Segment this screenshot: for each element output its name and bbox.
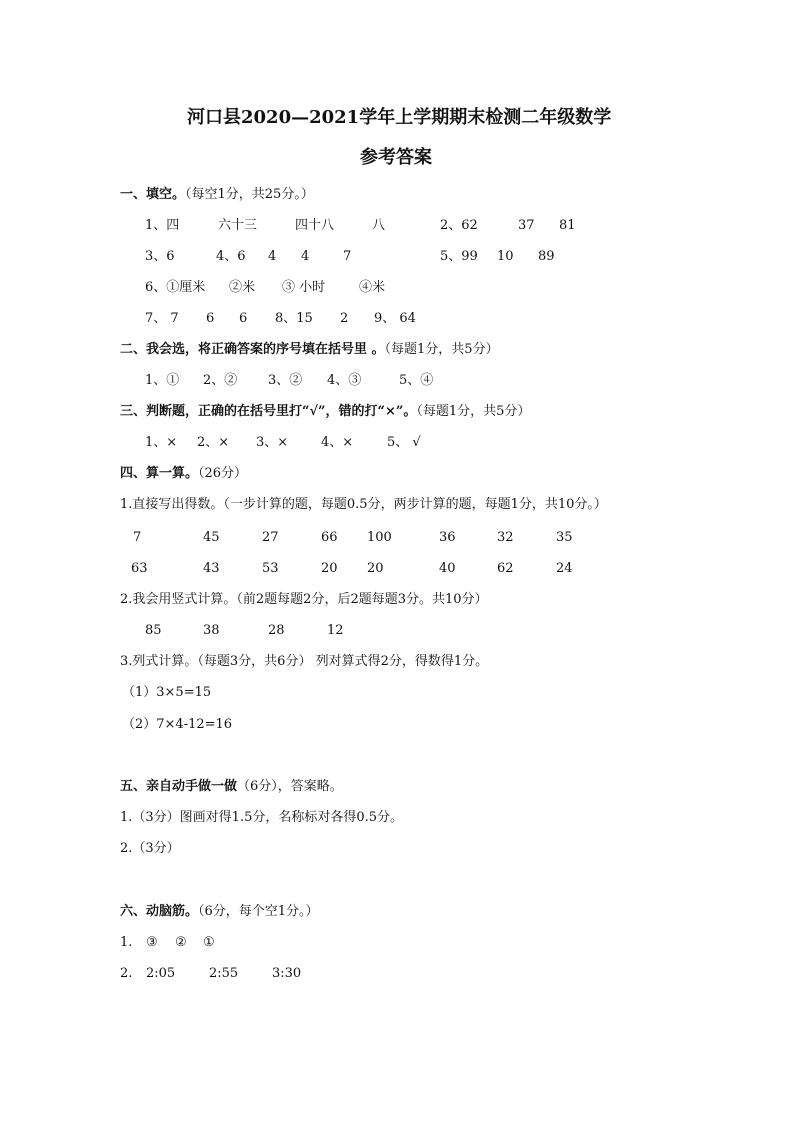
answer: 2:05 [146,966,176,981]
answer: 3、× [256,435,289,450]
answer: 3、② [268,373,303,388]
section-1-heading [120,187,314,203]
s4-part3: 3.列式计算。（每题3分，共6分） 列对算式得2分，得数得1分。 [120,654,489,669]
answer: 100 [367,530,392,545]
label: 2. [120,966,133,981]
answer: 9、 64 [374,311,416,326]
note: （每题1分，共5分） [416,404,531,419]
equation-2: （2）7×4-12=16 [122,717,233,732]
answer: ② [175,935,187,950]
answer: ③ 小时 [282,280,326,295]
answer: 66 [321,530,338,545]
section-4-heading [120,466,247,482]
answer: 45 [203,530,220,545]
answer: 1、① [145,373,180,388]
answer: 四十八 [295,218,335,233]
doc-subtitle: 参考答案 [360,147,432,168]
answer: 89 [538,249,555,264]
s5-part1: 1.（3分）图画对得1.5分，名称标对各得0.5分。 [120,810,404,825]
answer: 10 [497,249,514,264]
answer: ③ [146,935,158,950]
answer: 2、× [197,435,230,450]
answer: 53 [262,561,279,576]
label: 1. [120,935,133,950]
answer: 37 [518,218,535,233]
answer: 1、四 [145,218,180,233]
answer: 4 [301,249,310,264]
answer: ① [203,935,215,950]
answer: 7、 7 [145,311,179,326]
answer: 8、15 [275,311,313,326]
answer: ④米 [359,280,386,295]
answer: 43 [203,561,220,576]
answer: 32 [497,530,514,545]
answer: 3、6 [145,249,175,264]
answer: 20 [321,561,338,576]
answer: 3:30 [272,966,302,981]
answer: 36 [439,530,456,545]
section-6-heading [120,904,319,920]
answer: 38 [203,623,220,638]
answer: 4、③ [327,373,362,388]
answer: 4、× [321,435,354,450]
s5-part2: 2.（3分） [120,841,180,856]
answer: 28 [268,623,285,638]
note: （6分，每个空1分。） [198,904,319,919]
answer: 4 [268,249,277,264]
answer: 81 [559,218,576,233]
answer: 4、6 [216,249,246,264]
doc-title: 河口县2020—2021学年上学期期末检测二年级数学 [187,107,612,128]
section-3-heading [120,404,530,420]
answer: 5、④ [399,373,434,388]
note: （每题1分，共5分） [384,342,499,357]
answer: ②米 [229,280,256,295]
answer: 1、× [145,435,178,450]
section-2-heading [120,342,499,358]
section-5-heading [120,779,343,795]
note: （26分） [198,466,248,481]
answer: 62 [497,561,514,576]
answer: 6 [239,311,248,326]
heading: 四、算一算。 [120,466,199,481]
answer: 24 [556,561,573,576]
answer: 7 [133,530,142,545]
answer: 35 [556,530,573,545]
answer: 5、 √ [387,435,421,450]
s4-part1: 1.直接写出得数。（一步计算的题，每题0.5分，两步计算的题，每题1分，共10分。） [120,497,607,512]
answer: 2、62 [440,218,478,233]
answer: 2 [340,311,349,326]
heading: 二、我会选，将正确答案的序号填在括号里 。 [120,342,385,357]
answer: 6、①厘米 [145,280,206,295]
answer: 20 [367,561,384,576]
answer: 2、② [203,373,238,388]
note: （6分），答案略。 [237,779,343,794]
answer: 八 [372,218,386,233]
heading: 六、动脑筋。 [120,904,199,919]
answer: 63 [131,561,148,576]
heading: 一、填空。 [120,187,186,202]
answer: 12 [327,623,344,638]
equation-1: （1）3×5=15 [122,685,212,700]
s4-part2: 2.我会用竖式计算。（前2题每题2分，后2题每题3分。共10分） [120,592,488,607]
heading: 五、亲自动手做一做 [120,779,238,794]
answer: 7 [343,249,352,264]
note: （每空1分，共25分。） [185,187,314,202]
answer: 6 [206,311,215,326]
answer: 5、99 [440,249,478,264]
answer: 六十三 [218,218,258,233]
heading: 三、判断题，正确的在括号里打“√”，错的打“×”。 [120,404,417,419]
answer: 85 [145,623,162,638]
answer: 27 [262,530,279,545]
answer: 40 [439,561,456,576]
answer: 2:55 [209,966,239,981]
